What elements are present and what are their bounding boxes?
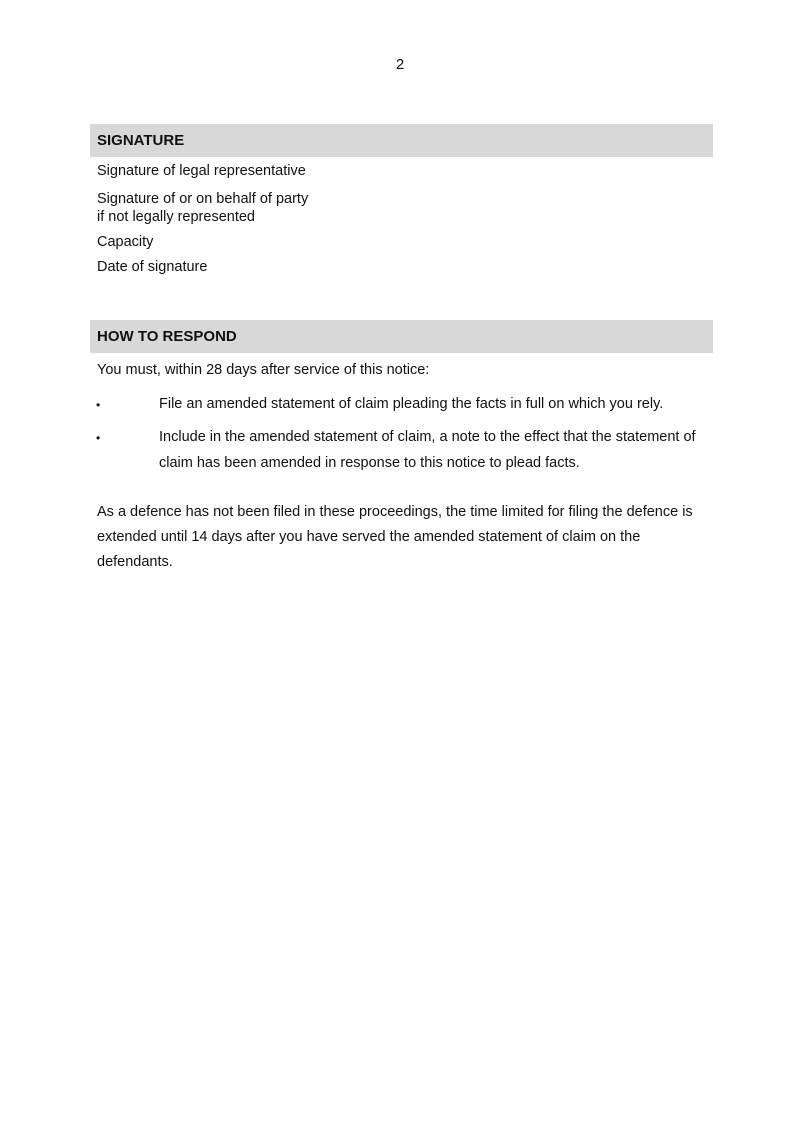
page-number: 2	[395, 56, 405, 73]
bullet-icon: •	[96, 398, 101, 412]
date-of-signature-label: Date of signature	[97, 259, 208, 275]
defence-extension-paragraph: As a defence has not been filed in these proceedings, the time limited for filing the defence is extended until 14 days after you have served the amended statement of claim on the defendants.	[97, 504, 693, 570]
signature-legal-representative-label: Signature of legal representative	[97, 163, 306, 179]
signature-party-label-line-2: if not legally represented	[97, 209, 255, 225]
respond-bullet-item-1: File an amended statement of claim pleading the facts in full on which you rely.	[159, 396, 664, 412]
respond-bullet-item-2: Include in the amended statement of claim, a note to the effect that the statement of claim has been amended in response to this notice to plead facts.	[159, 429, 696, 471]
bullet-icon: •	[96, 431, 101, 445]
signature-party-label-line-1: Signature of or on behalf of party	[97, 191, 309, 207]
how-to-respond-section-heading: HOW TO RESPOND	[90, 320, 713, 353]
signature-section-heading: SIGNATURE	[90, 124, 713, 157]
respond-intro-text: You must, within 28 days after service of this notice:	[97, 362, 430, 378]
capacity-label: Capacity	[97, 234, 154, 250]
